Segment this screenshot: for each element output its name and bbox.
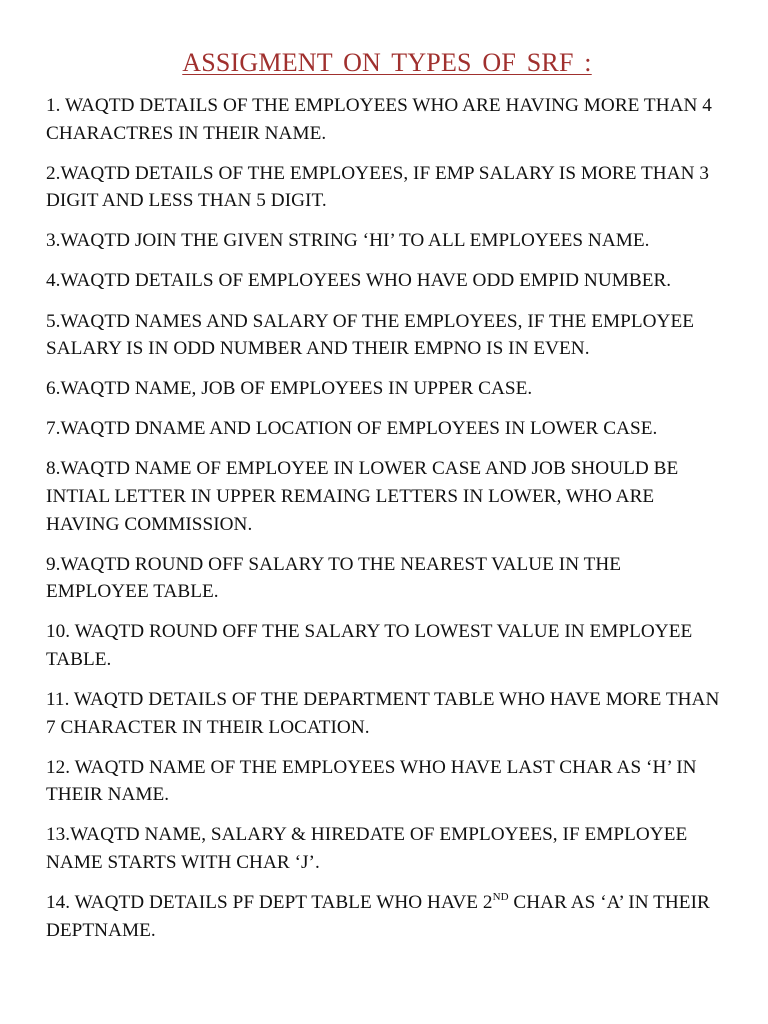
question-10: 10. WAQTD ROUND OFF THE SALARY TO LOWEST VALUE IN EMPLOYEE TABLE. <box>46 621 693 670</box>
question-14-superscript: ND <box>492 890 509 903</box>
question-8: 8.WAQTD NAME OF EMPLOYEE IN LOWER CASE AND JOB SHOULD BE INTIAL LETTER IN UPPER REMAING LETTERS IN LOWER, WHO ARE HAVING COMMISSION. <box>46 458 679 535</box>
question-11: 11. WAQTD DETAILS OF THE DEPARTMENT TABLE WHO HAVE MORE THAN 7 CHARACTER IN THEIR LOCATION. <box>46 689 720 738</box>
question-5: 5.WAQTD NAMES AND SALARY OF THE EMPLOYEES, IF THE EMPLOYEE SALARY IS IN ODD NUMBER AND THEIR EMPNO IS IN EVEN. <box>46 310 695 360</box>
question-14-text-before: 14. WAQTD DETAILS PF DEPT TABLE WHO HAVE 2 <box>46 892 493 914</box>
question-3: 3.WAQTD JOIN THE GIVEN STRING ‘HI’ TO ALL EMPLOYEES NAME. <box>46 230 650 252</box>
question-13: 13.WAQTD NAME, SALARY & HIREDATE OF EMPLOYEES, IF EMPLOYEE NAME STARTS WITH CHAR ‘J’. <box>46 824 688 874</box>
question-14-text-after: CHAR AS ‘A’ IN THEIR DEPTNAME. <box>46 892 710 941</box>
question-14 <box>46 889 728 944</box>
question-9: 9.WAQTD ROUND OFF SALARY TO THE NEAREST VALUE IN THE EMPLOYEE TABLE. <box>46 553 622 603</box>
question-1: 1. WAQTD DETAILS OF THE EMPLOYEES WHO ARE HAVING MORE THAN 4 CHARACTRES IN THEIR NAME. <box>46 95 712 144</box>
question-7: 7.WAQTD DNAME AND LOCATION OF EMPLOYEES IN LOWER CASE. <box>46 418 658 440</box>
question-2: 2.WAQTD DETAILS OF THE EMPLOYEES, IF EMP SALARY IS MORE THAN 3 DIGIT AND LESS THAN 5 DIGIT. <box>46 162 710 212</box>
question-4: 4.WAQTD DETAILS OF EMPLOYEES WHO HAVE ODD EMPID NUMBER. <box>46 270 672 292</box>
document-title: ASSIGMENT ON TYPES OF SRF : <box>182 48 592 77</box>
question-6: 6.WAQTD NAME, JOB OF EMPLOYEES IN UPPER CASE. <box>46 378 533 400</box>
question-12: 12. WAQTD NAME OF THE EMPLOYEES WHO HAVE LAST CHAR AS ‘H’ IN THEIR NAME. <box>46 756 697 806</box>
